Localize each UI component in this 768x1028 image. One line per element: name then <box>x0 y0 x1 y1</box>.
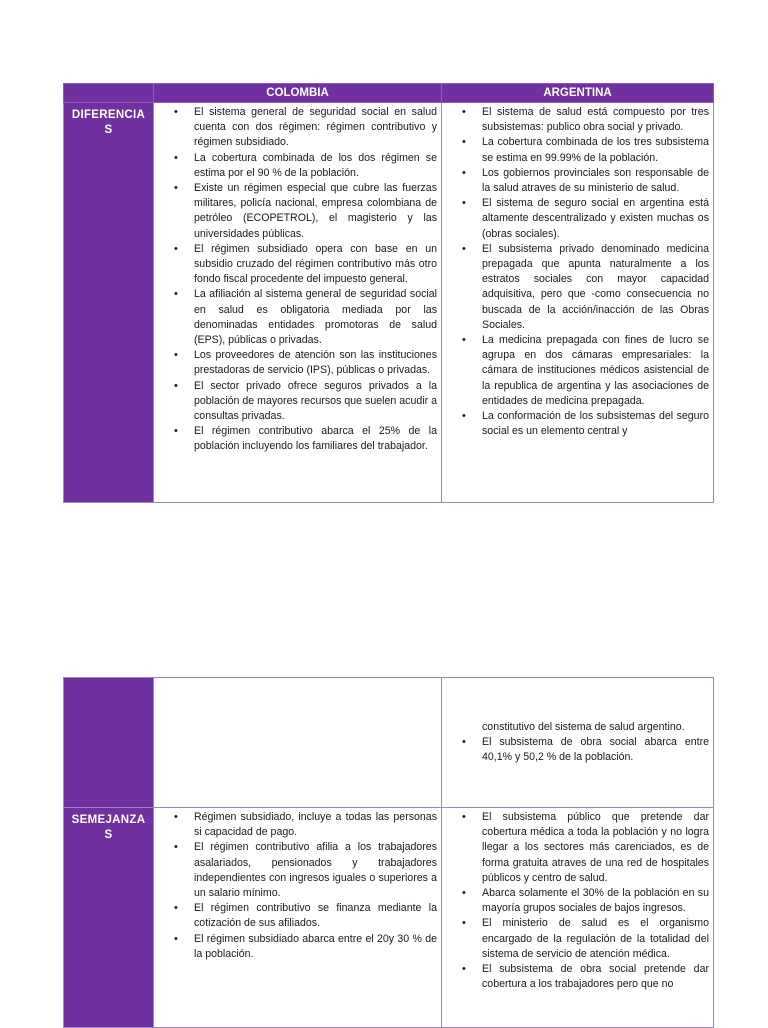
header-empty-cell <box>64 84 154 103</box>
list-item: • El régimen subsidiado opera con base en un subsidio cruzado del régimen contributivo más otro fondo fiscal procedente del impuesto general. <box>194 242 437 288</box>
list-item: • La afiliación al sistema general de seguridad social en salud es obligatoria mediada por las denominadas entidades promotoras de salud (EPS), públicas o privadas. <box>194 287 437 348</box>
cell-argentina-diferencias <box>442 103 714 503</box>
list-item: • El régimen contributivo abarca el 25% de la población incluyendo los familiares del trabajador. <box>194 424 437 454</box>
list-item: • El sistema de salud está compuesto por tres subsistemas: publico obra social y privado. <box>482 105 709 135</box>
list-item: • El sistema general de seguridad social en salud cuenta con dos régimen: régimen contributivo y régimen subsidiado. <box>194 105 437 151</box>
list-item: • La medicina prepagada con fines de lucro se agrupa en dos cámaras empresariales: la cámara de instituciones médicos asistencial de la republica de argentina y las asociaciones de entidades de medicina prepagada. <box>482 333 709 409</box>
list-item: • El ministerio de salud es el organismo encargado de la regulación de la totalidad del sistema de servicio de atención médica. <box>482 916 709 962</box>
bullet-list-argentina-semejanzas <box>442 810 713 992</box>
list-item: • El sistema de seguro social en argentina está altamente descentralizado y existen muchas os (obras sociales). <box>482 196 709 242</box>
list-item: • Abarca solamente el 30% de la población en su mayoría grupos sociales de bajos ingresos. <box>482 886 709 916</box>
list-item: • La cobertura combinada de los tres subsistema se estima en 99.99% de la población. <box>482 135 709 165</box>
bullet-list-argentina <box>442 105 713 439</box>
list-item: • El régimen subsidiado abarca entre el 20y 30 % de la población. <box>194 932 437 962</box>
cell-colombia-semejanzas <box>154 808 442 1028</box>
row-label-part: SEMEJANZA <box>71 814 146 826</box>
header-colombia: COLOMBIA <box>154 84 442 103</box>
row-label-part: S <box>104 829 113 841</box>
bullet-list-colombia-semejanzas <box>154 810 441 962</box>
bullet-list-argentina-continued <box>442 735 713 765</box>
list-item: • El subsistema público que pretende dar cobertura médica a toda la población y no logra llegar a los sectores más carenciados, es de forma gratuita atraves de una red de hospitales públicos y centro de salud. <box>482 810 709 886</box>
row-label-diferencias <box>64 103 154 503</box>
list-item: • Los gobiernos provinciales son responsable de la salud atraves de su ministerio de salud. <box>482 166 709 196</box>
list-item: • El subsistema de obra social abarca entre 40,1% y 50,2 % de la población. <box>482 735 709 765</box>
comparison-table-differences <box>63 83 714 503</box>
cell-colombia-continued-empty <box>154 678 442 808</box>
continued-paragraph: constitutivo del sistema de salud argentino. <box>482 721 685 733</box>
cell-argentina-semejanzas <box>442 808 714 1028</box>
row-semejanzas <box>64 808 714 1028</box>
cell-colombia-diferencias <box>154 103 442 503</box>
bullet-list-colombia <box>154 105 441 455</box>
row-label-part: DIFERENCIA <box>71 109 146 121</box>
row-label-part: S <box>104 124 113 136</box>
list-item: • El régimen contributivo se finanza mediante la cotización de sus afiliados. <box>194 901 437 931</box>
header-argentina: ARGENTINA <box>442 84 714 103</box>
list-item: • El subsistema privado denominado medicina prepagada que apunta naturalmente a los estratos sociales con mayor capacidad adquisitiva, pero que -como consecuencia no buscada de la acción/inacción de las Obras Sociales. <box>482 242 709 333</box>
row-diferencias-continued <box>64 678 714 808</box>
list-item: • El subsistema de obra social pretende dar cobertura a los trabajadores pero que no <box>482 962 709 992</box>
list-item: • Los proveedores de atención son las instituciones prestadoras de servicio (IPS), públicas o privadas. <box>194 348 437 378</box>
list-item: • Régimen subsidiado, incluye a todas las personas si capacidad de pago. <box>194 810 437 840</box>
row-label-semejanzas <box>64 808 154 1028</box>
row-diferencias <box>64 103 714 503</box>
list-item: • El sector privado ofrece seguros privados a la población de mayores recursos que suelen acudir a consultas privadas. <box>194 379 437 425</box>
header-row <box>64 84 714 103</box>
list-item: • El régimen contributivo afilia a los trabajadores asalariados, pensionados y trabajadores independientes con ingresos iguales o superiores a un salario mínimo. <box>194 840 437 901</box>
list-item: • Existe un régimen especial que cubre las fuerzas militares, policía nacional, empresa colombiana de petróleo (ECOPETROL), el magisterio y las universidades públicas. <box>194 181 437 242</box>
list-item: • La conformación de los subsistemas del seguro social es un elemento central y <box>482 409 709 439</box>
comparison-table-continued <box>63 677 714 1028</box>
cell-argentina-continued <box>442 678 714 808</box>
list-item: • La cobertura combinada de los dos régimen se estima por el 90 % de la población. <box>194 151 437 181</box>
row-label-empty <box>64 678 154 808</box>
